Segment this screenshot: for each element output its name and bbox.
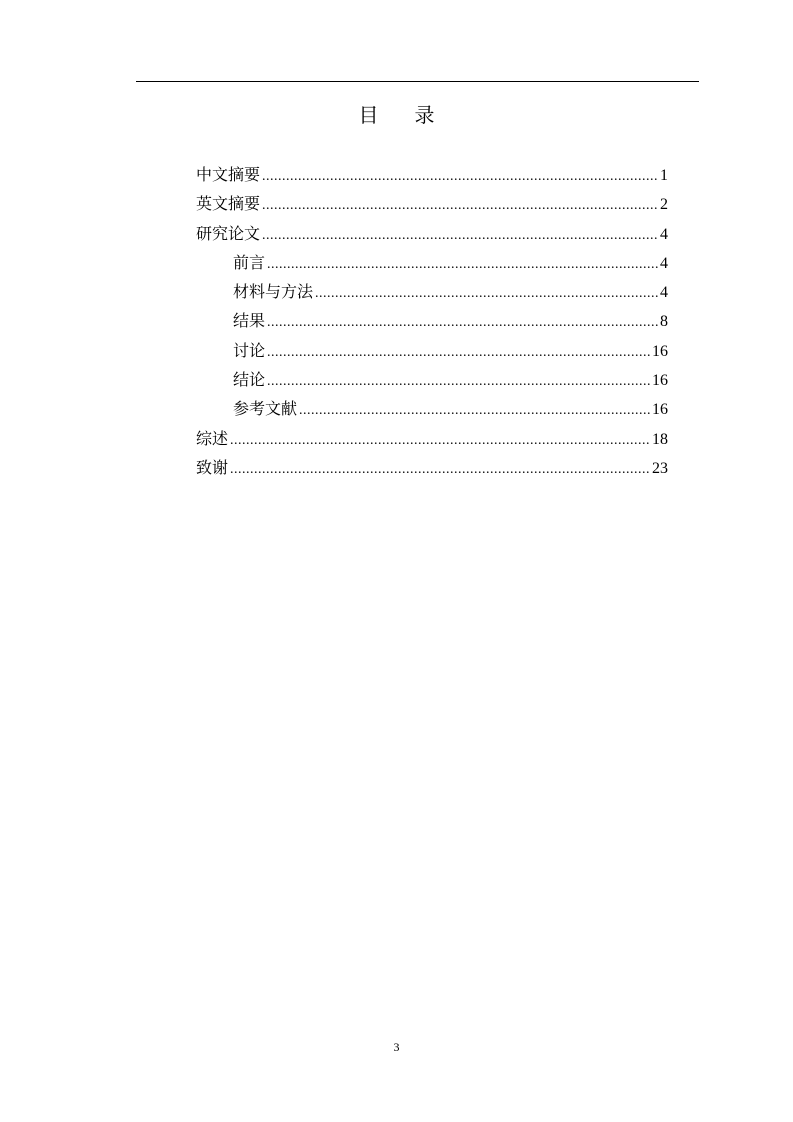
toc-entry-discussion[interactable] [196, 336, 668, 365]
toc-entry-results[interactable] [196, 306, 668, 335]
toc-entry-conclusion[interactable] [196, 365, 668, 394]
toc-entry-acknowledgements[interactable] [196, 453, 668, 482]
toc-entry-english-abstract[interactable] [196, 189, 668, 218]
dot-leader [230, 455, 650, 484]
toc-entry-page: 8 [660, 313, 668, 331]
dot-leader [267, 367, 650, 396]
dot-leader [262, 221, 658, 250]
toc-entry-page: 2 [660, 196, 668, 214]
toc-entry-page: 16 [652, 342, 668, 360]
toc-entry-page: 18 [652, 430, 668, 448]
toc-entry-page: 23 [652, 459, 668, 477]
toc-entry-page: 16 [652, 401, 668, 419]
toc-entry-label: 中文摘要 [196, 165, 261, 184]
toc-entry-label: 英文摘要 [196, 194, 261, 214]
toc-entry-page: 16 [652, 372, 668, 390]
toc-entry-research-paper[interactable] [196, 219, 668, 248]
toc-entry-materials-methods[interactable] [196, 277, 668, 306]
dot-leader [230, 426, 650, 455]
dot-leader [267, 308, 658, 337]
toc-entry-page: 4 [660, 284, 668, 302]
dot-leader [262, 191, 658, 220]
toc-entry-page: 1 [660, 167, 668, 184]
toc-entry-label: 结果 [233, 311, 266, 331]
toc-entry-introduction[interactable] [196, 248, 668, 277]
toc-entry-label: 结论 [233, 370, 266, 390]
dot-leader [267, 250, 658, 279]
toc-entry-references[interactable] [196, 394, 668, 423]
toc-entry-chinese-abstract[interactable] [196, 160, 668, 189]
dot-leader [262, 162, 658, 191]
toc-entry-label: 参考文献 [233, 399, 298, 419]
toc-entry-label: 前言 [233, 252, 266, 272]
dot-leader [315, 279, 658, 308]
toc-entry-page: 4 [660, 254, 668, 272]
toc-entry-review[interactable] [196, 424, 668, 453]
toc-title: 目录 [358, 103, 471, 127]
dot-leader [299, 396, 650, 425]
header-rule [136, 81, 699, 82]
dot-leader [267, 338, 650, 367]
toc-entry-label: 研究论文 [196, 223, 261, 243]
toc-list [196, 160, 668, 482]
page-number: 3 [393, 1040, 400, 1054]
toc-entry-page: 4 [660, 225, 668, 243]
toc-entry-label: 讨论 [233, 340, 266, 360]
toc-entry-label: 综述 [196, 428, 229, 448]
toc-entry-label: 致谢 [196, 457, 229, 477]
toc-entry-label: 材料与方法 [233, 282, 314, 302]
